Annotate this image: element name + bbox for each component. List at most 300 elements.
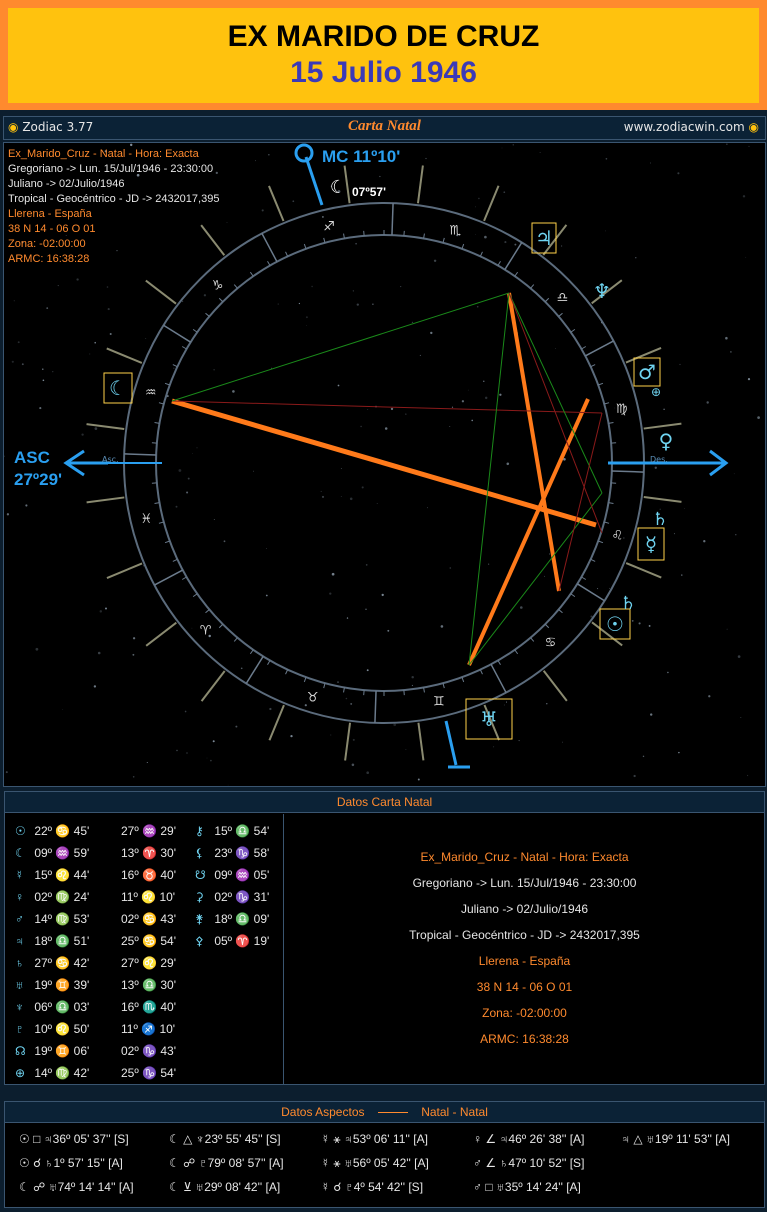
position-value: 19º ♊ 06': [31, 1044, 90, 1058]
house-ray: [269, 186, 284, 221]
star: [197, 448, 198, 449]
star: [372, 303, 373, 304]
star: [81, 433, 83, 435]
star: [540, 152, 541, 153]
star: [387, 630, 389, 632]
star: [224, 540, 226, 542]
position-row: [15, 864, 89, 886]
star: [449, 426, 450, 427]
star: [633, 775, 635, 777]
planet-glyph-icon: ♃: [15, 934, 24, 948]
star: [43, 379, 45, 381]
app-logo-icon: ◉: [8, 120, 19, 134]
zodiac-sign-glyph: ♈: [199, 623, 212, 639]
des-small-label: Des.: [650, 455, 668, 464]
star: [204, 294, 206, 296]
star: [76, 278, 78, 280]
position-value: 15º ♎ 54': [211, 824, 270, 838]
star: [730, 351, 732, 353]
star: [734, 473, 735, 474]
title-banner: [8, 8, 759, 103]
degree-tick: [545, 298, 549, 302]
zodiac-sign-glyph: ♏: [449, 223, 462, 239]
star: [411, 676, 413, 678]
star: [663, 409, 664, 410]
star: [213, 740, 215, 742]
planet-glyph-icon: ♅: [15, 978, 24, 992]
position-value: 05º ♈ 19': [211, 934, 270, 948]
star: [639, 622, 641, 624]
house-cusp-row: 02º ♋ 43': [121, 912, 176, 926]
star: [747, 775, 748, 776]
sign-divider: [577, 584, 604, 601]
house-cusp-row: 16º ♉ 40': [121, 868, 176, 882]
star: [449, 567, 451, 569]
position-value: 27º ♋ 42': [31, 956, 90, 970]
position-value: 09º ♒ 05': [211, 868, 270, 882]
star: [214, 519, 215, 520]
position-value: 15º ♌ 44': [31, 868, 90, 882]
info-line: Gregoriano -> Lun. 15/Jul/1946 - 23:30:00: [8, 163, 214, 175]
aspect-entry: ♂ □ ♅35º 14' 24'' [A]: [473, 1180, 581, 1194]
star: [89, 354, 90, 355]
planet-glyph-icon: ☿: [15, 868, 24, 882]
degree-tick: [571, 594, 575, 597]
star: [255, 160, 256, 161]
info-line: ARMC: 16:38:28: [8, 253, 90, 265]
planet-glyph-icon: ⊕: [15, 1066, 26, 1080]
asteroid-glyph-icon: ⚷: [195, 824, 204, 838]
star: [377, 503, 378, 504]
star: [290, 735, 292, 737]
aspect-line-opposition: [172, 401, 596, 525]
window-title: Carta Natal: [348, 118, 421, 134]
star: [393, 723, 396, 726]
star: [147, 762, 148, 763]
star: [253, 471, 254, 472]
position-row: [15, 886, 89, 908]
star: [182, 301, 183, 302]
natal-info-line: 38 N 14 - 06 O 01: [476, 980, 573, 994]
house-ray: [146, 623, 176, 646]
star: [94, 342, 96, 344]
info-line: Zona: -02:00:00: [8, 238, 86, 250]
sun-icon[interactable]: ☉: [606, 612, 624, 636]
asc-degree-label: 27º29': [14, 470, 63, 489]
aspect-line-opposition: [509, 293, 559, 591]
degree-tick: [531, 638, 534, 642]
planet-glyph-icon: ☾: [15, 846, 26, 860]
asteroid-glyph-icon: ⚵: [195, 912, 204, 926]
sign-divider: [154, 570, 182, 585]
star: [745, 257, 746, 258]
star: [186, 752, 187, 753]
degree-tick: [581, 577, 585, 580]
star: [738, 655, 741, 658]
star: [674, 533, 675, 534]
aspect-line-sextile: [172, 293, 509, 401]
aspect-entry: ☉ ☌ ♄1º 57' 15'' [A]: [19, 1156, 123, 1170]
uranus-icon[interactable]: ♅: [480, 707, 498, 731]
aspect-entry: ☾ ☍ ♅74º 14' 14'' [A]: [19, 1180, 134, 1194]
positions-col-planets: [15, 820, 89, 1084]
saturn-icon[interactable]: ♄: [651, 509, 669, 530]
degree-tick: [571, 329, 575, 332]
asteroid-glyph-icon: ☋: [195, 868, 206, 882]
venus-icon[interactable]: ♀: [658, 429, 674, 453]
star: [684, 508, 685, 509]
neptune-icon[interactable]: ♆: [593, 279, 611, 303]
star: [132, 654, 134, 656]
star: [503, 191, 505, 193]
star: [350, 498, 353, 501]
house-cusp-row: 27º ♒ 29': [121, 824, 176, 838]
star: [502, 148, 503, 149]
position-value: 18º ♎ 09': [211, 912, 270, 926]
app-logo-icon: ◉: [748, 120, 759, 134]
star: [58, 285, 59, 286]
star: [483, 381, 484, 382]
star: [366, 771, 369, 774]
house-ray: [544, 671, 567, 701]
star: [39, 407, 41, 409]
asc-label: ASC: [14, 448, 50, 467]
house-cusp-row: 13º ♎ 30': [121, 978, 176, 992]
position-value: 14º ♍ 42': [31, 1066, 90, 1080]
info-line: Llerena - España: [8, 208, 92, 220]
star: [367, 669, 369, 671]
star: [506, 702, 507, 703]
asteroid-row: [195, 842, 269, 864]
datos-carta-natal-panel: [4, 791, 765, 1085]
star: [514, 244, 516, 246]
asteroid-row: [195, 930, 269, 952]
position-row: [15, 952, 89, 974]
star: [191, 628, 192, 629]
degree-tick: [250, 650, 253, 654]
star: [322, 496, 324, 498]
star: [176, 750, 177, 751]
star: [311, 286, 312, 287]
star: [420, 355, 421, 356]
star: [346, 698, 348, 700]
star: [597, 588, 598, 589]
star: [94, 685, 96, 687]
star: [4, 456, 5, 458]
star: [749, 146, 750, 147]
degree-tick: [515, 650, 518, 654]
star: [441, 625, 444, 628]
star: [427, 507, 428, 508]
degree-tick: [559, 313, 563, 316]
house-ray: [107, 348, 142, 363]
star: [452, 407, 453, 408]
planet-glyph-icon: ♄: [15, 956, 24, 970]
mercury-icon[interactable]: ☿: [644, 532, 658, 556]
zodiac-sign-glyph: ♊: [433, 694, 445, 710]
star: [434, 260, 436, 262]
zodiac-sign-glyph: ♋: [544, 635, 557, 651]
position-row: [15, 820, 89, 842]
position-value: 18º ♎ 51': [31, 934, 90, 948]
star: [609, 588, 610, 589]
sign-divider: [375, 691, 376, 723]
aspect-line-sextile: [469, 293, 509, 665]
asc-small-label: Asc.: [102, 455, 119, 464]
star: [462, 400, 464, 402]
star: [677, 172, 679, 174]
house-ray: [87, 497, 125, 502]
aspect-entry: ☿ ⚹ ♃53º 06' 11'' [A]: [321, 1132, 428, 1146]
mc-axis: [306, 157, 322, 205]
natal-info-line: Gregoriano -> Lun. 15/Jul/1946 - 23:30:00: [412, 876, 637, 890]
natal-chart-wheel[interactable]: [3, 142, 766, 787]
star: [338, 385, 340, 387]
degree-tick: [480, 252, 482, 257]
star: [561, 246, 562, 247]
star: [337, 681, 339, 683]
info-line: 38 N 14 - 06 O 01: [8, 223, 96, 235]
star: [322, 216, 324, 218]
star: [18, 341, 20, 343]
degree-tick: [206, 610, 210, 613]
star: [504, 241, 506, 243]
panel-divider: [283, 814, 284, 1084]
star: [350, 703, 352, 705]
star: [391, 408, 393, 410]
star: [179, 469, 182, 472]
star: [52, 371, 53, 372]
house-ray: [269, 705, 284, 740]
star: [186, 491, 188, 493]
degree-tick: [193, 329, 197, 332]
house-cusp-row: 25º ♋ 54': [121, 934, 176, 948]
aspect-entry: ☾ ⊻ ♅29º 08' 42'' [A]: [169, 1180, 281, 1194]
star: [341, 468, 342, 469]
star: [623, 537, 625, 539]
star: [679, 364, 680, 365]
star: [735, 534, 736, 535]
degree-tick: [219, 298, 223, 302]
zodiac-sign-glyph: ♌: [611, 528, 624, 544]
asteroid-row: [195, 820, 269, 842]
star: [468, 390, 469, 391]
degree-tick: [515, 272, 518, 276]
zodiac-sign-glyph: ♒: [144, 385, 157, 401]
star: [546, 703, 547, 704]
window-titlebar: [3, 116, 766, 140]
star: [681, 574, 682, 575]
house-cusp-row: 25º ♑ 54': [121, 1066, 176, 1080]
position-value: 09º ♒ 59': [31, 846, 90, 860]
star: [210, 760, 212, 762]
info-line: Ex_Marido_Cruz - Natal - Hora: Exacta: [8, 148, 199, 160]
saturn-small-icon[interactable]: ♄: [619, 593, 637, 614]
star: [405, 414, 406, 415]
natal-info-line: Ex_Marido_Cruz - Natal - Hora: Exacta: [420, 850, 629, 864]
star: [133, 637, 135, 639]
star: [477, 306, 479, 308]
house-cusp-row: 02º ♑ 43': [121, 1044, 176, 1058]
jupiter-icon[interactable]: ♃: [535, 226, 553, 250]
star: [412, 322, 413, 323]
star: [725, 337, 728, 340]
position-value: 23º ♑ 58': [211, 846, 270, 860]
moon-mc-icon[interactable]: ☾: [329, 177, 347, 198]
star: [425, 158, 426, 159]
planet-glyph-icon: ☉: [15, 824, 26, 838]
star: [329, 592, 331, 594]
info-line: Tropical - Geocéntrico - JD -> 2432017,395: [8, 193, 220, 205]
degree-tick: [173, 365, 178, 367]
asteroid-glyph-icon: ⚸: [195, 846, 204, 860]
star: [484, 236, 487, 239]
position-row: [15, 842, 89, 864]
house-ray: [345, 723, 350, 761]
star: [266, 548, 267, 549]
degree-tick: [498, 261, 501, 265]
positions-grid: [5, 814, 282, 1084]
star: [703, 540, 705, 542]
sign-divider: [491, 664, 506, 692]
fortune-icon[interactable]: ⊕: [650, 385, 662, 399]
star: [330, 735, 331, 736]
mc-label: MC 11º10': [322, 147, 401, 166]
star: [188, 478, 190, 480]
chart-owner-title: EX MARIDO DE CRUZ: [227, 20, 540, 53]
star: [227, 222, 228, 223]
star: [555, 348, 556, 349]
aspect-line-sextile: [509, 290, 602, 493]
aspect-entry: ☿ ☌ ♇4º 54' 42'' [S]: [321, 1180, 424, 1194]
degree-tick: [206, 313, 210, 316]
zodiac-sign-glyph: ♍: [615, 402, 628, 418]
star: [748, 378, 750, 380]
house-ray: [484, 186, 499, 221]
star: [306, 316, 308, 318]
star: [406, 749, 407, 750]
position-row: [15, 930, 89, 952]
asteroid-glyph-icon: ⚴: [195, 934, 204, 948]
star: [757, 416, 760, 419]
star: [278, 304, 279, 305]
asteroid-row: [195, 908, 269, 930]
moon-icon[interactable]: ☾: [109, 376, 127, 400]
sign-divider: [612, 471, 644, 472]
house-ray: [644, 497, 682, 502]
star: [46, 307, 48, 309]
star: [235, 726, 237, 728]
planet-glyph-icon: ☊: [15, 1044, 26, 1058]
star: [110, 333, 112, 335]
house-ray: [146, 281, 176, 304]
star: [353, 739, 355, 741]
star: [678, 752, 679, 753]
star: [475, 207, 476, 208]
house-cusp-row: 16º ♏ 40': [121, 1000, 176, 1014]
chart-date-subtitle: 15 Julio 1946: [290, 56, 477, 89]
natal-info-line: Juliano -> 02/Julio/1946: [460, 902, 589, 916]
star: [667, 672, 668, 673]
house-ray: [107, 563, 142, 578]
star: [6, 771, 8, 773]
aspect-entry: ☿ ⚹ ♅56º 05' 42'' [A]: [321, 1156, 429, 1170]
house-cusp-row: 27º ♌ 29': [121, 956, 176, 970]
datos-aspectos-panel: [4, 1101, 765, 1208]
degree-tick: [480, 670, 482, 675]
app-name: ◉ Zodiac 3.77: [8, 120, 94, 134]
mc-circle-icon: [296, 145, 312, 161]
datos-panel-header: Datos Carta Natal: [5, 792, 764, 813]
degree-tick: [591, 559, 596, 561]
star: [107, 286, 109, 288]
website-label[interactable]: www.zodiacwin.com ◉: [623, 120, 759, 134]
star: [643, 756, 644, 757]
star: [36, 648, 39, 651]
star: [367, 409, 368, 410]
degree-tick: [250, 272, 253, 276]
star: [365, 609, 366, 610]
planet-glyph-icon: ♀: [15, 890, 24, 904]
star: [632, 620, 634, 622]
position-value: 22º ♋ 45': [31, 824, 90, 838]
star: [605, 230, 606, 231]
position-row: [15, 908, 89, 930]
house-cusp-row: 13º ♈ 30': [121, 846, 176, 860]
sign-divider: [505, 243, 522, 270]
star: [185, 711, 187, 713]
star: [706, 401, 708, 403]
star: [95, 427, 98, 430]
star: [347, 617, 348, 618]
planet-glyph-icon: ♂: [15, 912, 24, 926]
star: [360, 426, 361, 427]
asteroid-glyph-icon: ⚳: [195, 890, 204, 904]
star: [727, 629, 728, 630]
position-value: 10º ♌ 50': [31, 1022, 90, 1036]
natal-info-block: [285, 814, 764, 1084]
aspect-line-square: [469, 399, 588, 665]
house-ray: [644, 424, 682, 429]
info-line: Juliano -> 02/Julio/1946: [8, 178, 125, 190]
sign-divider: [164, 325, 191, 342]
house-ray: [87, 424, 125, 429]
star: [430, 332, 432, 334]
zodiac-sign-glyph: ♓: [140, 511, 153, 527]
star: [269, 708, 271, 710]
star: [232, 390, 235, 393]
position-value: 14º ♍ 53': [31, 912, 90, 926]
star: [606, 158, 608, 160]
star: [362, 486, 364, 488]
star: [100, 610, 102, 612]
house-ray: [626, 563, 661, 578]
star: [519, 740, 520, 741]
mars-icon[interactable]: ♂: [638, 360, 656, 384]
star: [271, 368, 272, 369]
star: [353, 290, 354, 291]
natal-info-line: Zona: -02:00:00: [482, 1006, 567, 1020]
star: [549, 553, 550, 554]
spacer: [285, 814, 764, 844]
planet-glyph-icon: ♇: [15, 1022, 24, 1036]
star: [740, 717, 741, 718]
degree-tick: [193, 594, 197, 597]
star: [562, 742, 563, 743]
star: [382, 594, 384, 596]
degree-tick: [559, 610, 563, 613]
position-row: [15, 1018, 89, 1040]
